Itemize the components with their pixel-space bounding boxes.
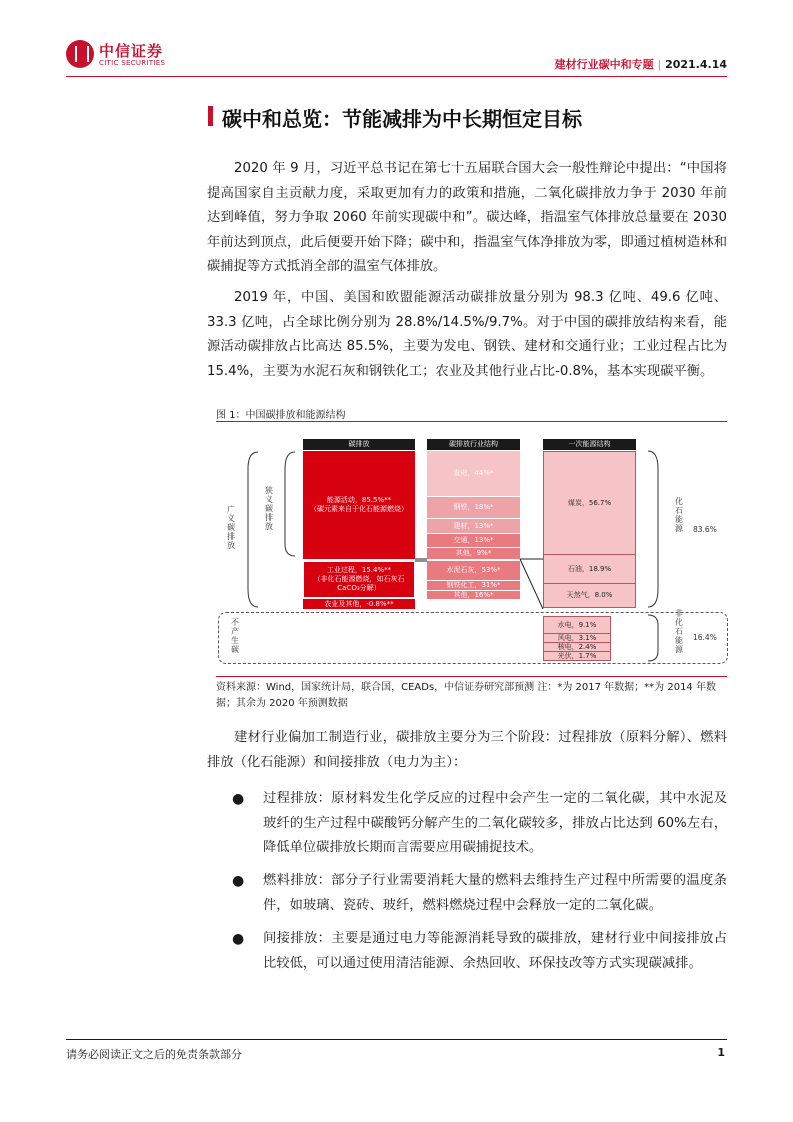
- bullet-process-emission: 过程排放：原材料发生化学反应的过程中会产生一定的二氧化碳，其中水泥及玻纤的生产过程中碳酸钙分解产生的二氧化碳较多，排放占比达到 60%左右，降低单位碳排放长期而言需要应用碳捕捉技术。: [263, 791, 727, 855]
- col-header-energy: 一次能源结构: [543, 439, 636, 450]
- logo-english: CITIC SECURITIES: [99, 59, 166, 67]
- industrial-process-label: 工业过程，15.4%**: [326, 566, 392, 574]
- energy-hydro: 水电，9.1%: [543, 616, 611, 634]
- col-header-industry: 碳排放行业结构: [427, 439, 520, 450]
- industry-power: 发电，44%*: [427, 451, 520, 497]
- header-date: 2021.4.14: [665, 58, 727, 71]
- page-title: 碳中和总览：节能减排为中长期恒定目标: [222, 107, 582, 131]
- label-non-fossil-energy: 非化石能源: [675, 609, 683, 654]
- bullet-fuel-emission: 燃料排放：部分子行业需要消耗大量的燃料去维持生产过程中所需要的温度条件，如玻璃、瓷砖、玻纤，燃料燃烧过程中会释放一定的二氧化碳。: [263, 873, 727, 913]
- energy-activity-label: 能源活动，85.5%**: [326, 496, 392, 504]
- energy-activity-note: （碳元素来自于化石能源燃烧）: [310, 505, 408, 513]
- industry-cement-lime: 水泥石灰，53%*: [427, 561, 520, 581]
- footer-disclaimer: 请务必阅读正文之后的免责条款部分: [66, 1048, 242, 1061]
- energy-solar: 光伏，1.7%: [543, 652, 611, 661]
- bullet-indirect-emission: 间接排放：主要是通过电力等能源消耗导致的碳排放，建材行业中间接排放占比较低，可以通过使用清洁能源、余热回收、环保技改等方式实现碳减排。: [263, 931, 727, 971]
- label-fossil-energy: 化石能源: [675, 497, 683, 533]
- paragraph-2: 2019 年，中国、美国和欧盟能源活动碳排放量分别为 98.3 亿吨、49.6 亿吨、33.3 亿吨，占全球比例分别为 28.8%/14.5%/9.7%。对于中国的碳排放结构来看，能源活动碳排放占比高达 85.5%，主要为发电、钢铁、建材和交通行业；工业过程占比为 15.4%，主要为水泥石灰和钢铁化工；农业及其他行业占比-0.8%，基本实现碳平衡。: [207, 290, 727, 379]
- cell-agriculture: 农业及其他，-0.8%**: [303, 599, 415, 609]
- figure-caption: 图 1：中国碳排放和能源结构: [216, 410, 346, 421]
- industry-transport: 交通，13%*: [427, 534, 520, 548]
- energy-wind: 风电，3.1%: [543, 634, 611, 643]
- label-non-carbon: 不产生碳: [231, 618, 239, 654]
- cell-energy-activity: [303, 451, 415, 559]
- header-divider: [66, 76, 727, 77]
- footer-divider: [66, 1039, 727, 1040]
- right-brackets: [640, 449, 670, 664]
- non-fossil-energy-percent: 16.4%: [693, 633, 717, 642]
- figure-bottom-rule: [216, 676, 727, 677]
- page-number: 1: [717, 1046, 725, 1059]
- header-topic: 建材行业碳中和专题: [554, 58, 654, 71]
- industry-process-other: 其他，16%*: [427, 591, 520, 599]
- industry-steel-chemical: 钢铁化工，31%*: [427, 581, 520, 591]
- industry-steel: 钢铁，18%*: [427, 497, 520, 519]
- paragraph-3: 建材行业偏加工制造行业，碳排放主要分为三个阶段：过程排放（原料分解）、燃料排放（化石能源）和间接排放（电力为主）：: [207, 730, 727, 770]
- bullet-icon: ●: [232, 791, 245, 807]
- industrial-process-note: （非化石能源燃烧，如石灰石CaCO₃分解）: [313, 575, 405, 592]
- industry-other: 其他，9%*: [427, 548, 520, 559]
- bullet-icon: ●: [232, 931, 245, 947]
- fossil-energy-percent: 83.6%: [693, 525, 717, 534]
- title-marker: [208, 106, 213, 126]
- label-broad-emission: 广义碳排放: [227, 505, 235, 550]
- logo-chinese: 中信证券: [99, 42, 164, 60]
- energy-nuclear: 核电，2.4%: [543, 643, 611, 652]
- paragraph-1: 2020 年 9 月，习近平总书记在第七十五届联合国大会一般性辩论中提出：“中国将提高国家自主贡献力度，采取更加有力的政策和措施，二氧化碳排放力争于 2030 年前达到峰值，努力争取 2060 年前实现碳中和”。碳达峰，指温室气体排放总量要在 2030 年前达到顶点，此后便要开始下降；碳中和，指温室气体净排放为零，即通过植树造林和碳捕捉等方式抵消全部的温室气体排放。: [207, 161, 727, 274]
- col-header-carbon: 碳排放: [303, 439, 415, 450]
- cell-industrial-process: [303, 561, 415, 598]
- figure-top-rule: [216, 421, 727, 422]
- citic-logo-icon: [66, 40, 94, 68]
- label-narrow-emission: 狭义碳排放: [265, 486, 273, 531]
- energy-coal: 煤炭，56.7%: [543, 451, 636, 555]
- header-info: [555, 56, 727, 72]
- figure-source: 资料来源：Wind，国家统计局，联合国，CEADs，中信证券研究部预测 注：*为 2017 年数据；**为 2014 年数据；其余为 2020 年预测数据: [216, 682, 716, 709]
- industry-building-materials: 建材，13%*: [427, 519, 520, 534]
- energy-oil: 石油，18.9%: [543, 555, 636, 584]
- bullet-icon: ●: [232, 873, 245, 889]
- energy-natural-gas: 天然气，8.0%: [543, 584, 636, 608]
- header-separator: |: [657, 58, 662, 71]
